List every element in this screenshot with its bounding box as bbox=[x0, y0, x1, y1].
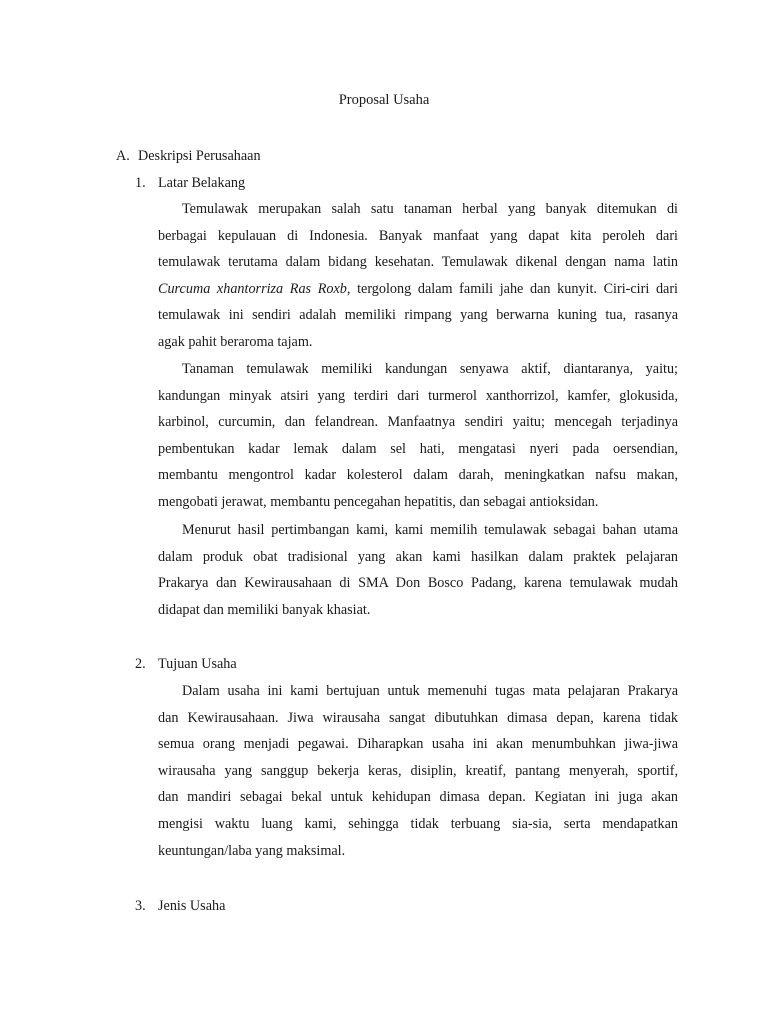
item-1-title: Latar Belakang bbox=[158, 175, 246, 191]
paragraph-latar-belakang-2 bbox=[158, 356, 678, 516]
item-2-number: 2. bbox=[135, 656, 146, 672]
paragraph-line: didapat dan memiliki banyak khasiat. bbox=[158, 601, 371, 618]
paragraph-line: agak pahit beraroma tajam. bbox=[158, 333, 313, 350]
paragraph-line: dalam produk obat tradisional yang akan kami hasilkan dalam praktek pelajaran bbox=[158, 548, 678, 565]
paragraph-line-continuation: , tergolong dalam famili jahe dan kunyit. Ciri-ciri dari bbox=[346, 280, 678, 297]
paragraph-line: Menurut hasil pertimbangan kami, kami memilih temulawak sebagai bahan utama bbox=[182, 522, 678, 538]
document-title: Proposal Usaha bbox=[338, 92, 430, 108]
item-3-heading bbox=[135, 898, 225, 915]
paragraph-line: karbinol, curcumin, dan felandrean. Manfaatnya sendiri yaitu; mencegah terjadinya bbox=[158, 414, 678, 431]
paragraph-line: mengobati jerawat, membantu pencegahan hepatitis, dan sebagai antioksidan. bbox=[158, 493, 599, 510]
paragraph-line: dan Kewirausahaan. Jiwa wirausaha sangat dibutuhkan dimasa depan, karena tidak bbox=[158, 709, 678, 726]
section-a-marker: A. bbox=[116, 148, 130, 164]
paragraph-line: mengisi waktu luang kami, sehingga tidak terbuang sia-sia, serta mendapatkan bbox=[158, 815, 678, 832]
item-3-title: Jenis Usaha bbox=[158, 898, 226, 914]
paragraph-latar-belakang-1 bbox=[158, 196, 678, 356]
paragraph-line: pembentukan kadar lemak dalam sel hati, mengatasi nyeri pada oersendian, bbox=[158, 440, 678, 457]
paragraph-line: Temulawak merupakan salah satu tanaman herbal yang banyak ditemukan di bbox=[182, 201, 678, 217]
paragraph-latar-belakang-3 bbox=[158, 517, 678, 623]
paragraph-line: dan mandiri sebagai bekal untuk kehidupan dimasa depan. Kegiatan ini juga akan bbox=[158, 789, 678, 806]
paragraph-line: Prakarya dan Kewirausahaan di SMA Don Bosco Padang, karena temulawak mudah bbox=[158, 575, 678, 592]
paragraph-line: kandungan minyak atsiri yang terdiri dari turmerol xanthorrizol, kamfer, glokusida, bbox=[158, 387, 678, 404]
section-a-heading bbox=[116, 148, 261, 165]
paragraph-line: wirausaha yang sanggup bekerja keras, disiplin, kreatif, pantang menyerah, sportif, bbox=[158, 762, 678, 779]
paragraph-line: membantu mengontrol kadar kolesterol dalam darah, meningkatkan nafsu makan, bbox=[158, 467, 678, 484]
paragraph-line: Tanaman temulawak memiliki kandungan senyawa aktif, diantaranya, yaitu; bbox=[182, 361, 678, 377]
paragraph-line: Dalam usaha ini kami bertujuan untuk memenuhi tugas mata pelajaran Prakarya bbox=[182, 683, 678, 699]
paragraph-tujuan-usaha bbox=[158, 678, 678, 864]
paragraph-line bbox=[158, 276, 678, 303]
paragraph-line: temulawak terutama dalam bidang kesehatan. Temulawak dikenal dengan nama latin bbox=[158, 254, 678, 271]
paragraph-line: berbagai kepulauan di Indonesia. Banyak manfaat yang dapat kita peroleh dari bbox=[158, 227, 678, 244]
item-1-number: 1. bbox=[135, 175, 146, 191]
item-2-title: Tujuan Usaha bbox=[158, 656, 237, 672]
item-1-heading bbox=[135, 175, 245, 192]
item-2-heading bbox=[135, 656, 237, 673]
paragraph-line: temulawak ini sendiri adalah memiliki rimpang yang berwarna kuning tua, rasanya bbox=[158, 307, 678, 324]
paragraph-line: semua orang menjadi pegawai. Diharapkan usaha ini akan menumbuhkan jiwa-jiwa bbox=[158, 736, 678, 753]
paragraph-line: keuntungan/laba yang maksimal. bbox=[158, 842, 346, 859]
item-3-number: 3. bbox=[135, 898, 146, 914]
latin-name: Curcuma xhantorriza Ras Roxb bbox=[158, 280, 347, 297]
section-a-title: Deskripsi Perusahaan bbox=[138, 148, 261, 164]
